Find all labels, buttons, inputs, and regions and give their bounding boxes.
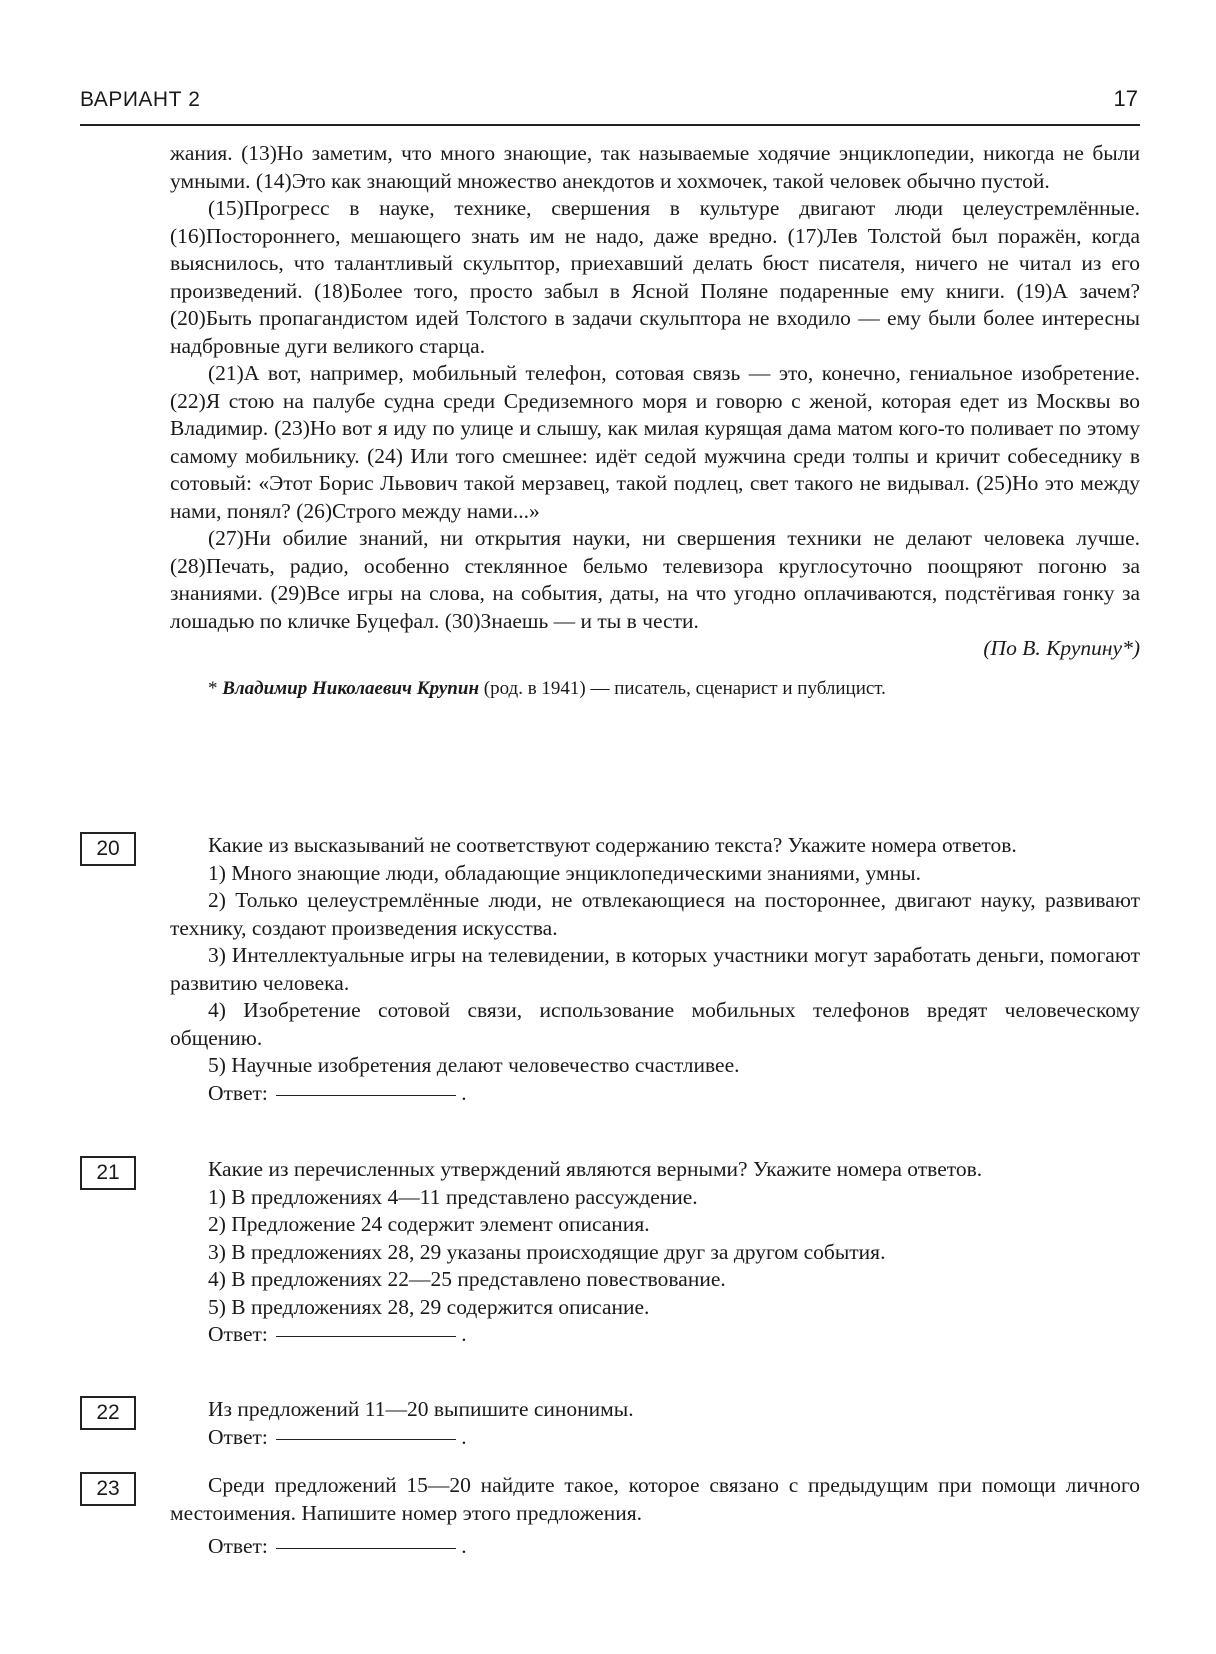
text-paragraph: (27)Ни обилие знаний, ни открытия науки, ни свершения техники не делают человека лучше. (28)Печать, радио, особенно стеклянное бельмо телевизора круглосуточно поощряют погоню за знаниями. (29)Все игры на слова, на события, даты, на что угодно оплачиваются, подстёгивая гонку за лошадью по кличке Буцефал. (30)Знаешь — и ты в чести. <box>170 526 1140 633</box>
answer-field[interactable] <box>276 1548 456 1549</box>
answer-row <box>170 1424 1140 1452</box>
text-paragraph: (21)А вот, например, мобильный телефон, сотовая связь — это, конечно, гениальное изобретение. (22)Я стою на палубе судна среди Средиземного моря и говорю с женой, которая едет из Москвы во Владимир. (23)Но вот я иду по улице и слышу, как милая курящая дама матом кого-то поливает по этому самому мобильнику. (24) Или того смешнее: идёт седой мужчина среди толпы и кричит собеседнику в сотовый: «Этот Борис Львович такой мерзавец, такой подлец, свет такого не видывал. (25)Но это между нами, понял? (26)Строго между нами...» <box>170 361 1140 523</box>
footnote <box>208 677 1140 701</box>
task-question: Какие из перечисленных утверждений являются верными? Укажите номера ответов. <box>208 1157 983 1181</box>
task-option: 2) Только целеустремлённые люди, не отвлекающиеся на постороннее, двигают науку, развивают технику, создают произведения искусства. <box>170 888 1140 940</box>
answer-end: . <box>461 1534 467 1558</box>
answer-row <box>170 1533 1140 1561</box>
answer-row <box>170 1080 1140 1108</box>
answer-label: Ответ: <box>208 1080 268 1105</box>
page-header <box>80 84 1140 126</box>
page-number: 17 <box>1113 86 1138 111</box>
footnote-author-name: Владимир Николаевич Крупин <box>222 677 479 699</box>
task-number-box: 21 <box>80 1156 136 1190</box>
answer-row <box>170 1321 1140 1349</box>
task-option: 3) В предложениях 28, 29 указаны происходящие друг за другом события. <box>208 1239 886 1264</box>
task-question: Из предложений 11—20 выпишите синонимы. <box>208 1397 634 1421</box>
answer-label: Ответ: <box>208 1424 268 1449</box>
task-body <box>170 1472 1140 1561</box>
task-number-box: 22 <box>80 1396 136 1430</box>
reading-text <box>170 140 1140 701</box>
answer-end: . <box>461 1080 467 1105</box>
task-body <box>170 832 1140 1107</box>
task-question: Какие из высказываний не соответствуют содержанию текста? Укажите номера ответов. <box>208 833 1017 857</box>
task-option: 5) В предложениях 28, 29 содержится описание. <box>208 1294 650 1319</box>
text-paragraph: (15)Прогресс в науке, технике, свершения в культуре двигают люди целеустремлённые. (16)Постороннего, мешающего знать им не надо, даже вредно. (17)Лев Толстой был поражён, когда выяснилось, что талантливый скульптор, приехавший делать бюст писателя, ничего не читал из его произведений. (18)Более того, просто забыл в Ясной Поляне подаренные ему книги. (19)А зачем? (20)Быть пропагандистом идей Толстого в задачи скульптора не входило — ему были более интересны надбровные дуги великого старца. <box>170 196 1140 358</box>
answer-end: . <box>461 1424 467 1449</box>
answer-label: Ответ: <box>208 1534 268 1558</box>
task-question: Среди предложений 15—20 найдите такое, которое связано с предыдущим при помощи личного местоимения. Напишите номер этого предложения. <box>170 1473 1140 1525</box>
answer-field[interactable] <box>276 1336 456 1337</box>
variant-title: ВАРИАНТ 2 <box>80 88 201 111</box>
task-option: 3) Интеллектуальные игры на телевидении, в которых участники могут заработать деньги, помогают развитию человека. <box>170 943 1140 995</box>
task-number-box: 23 <box>80 1472 136 1506</box>
footnote-star: * <box>208 677 223 699</box>
task-option: 1) В предложениях 4—11 представлено рассуждение. <box>208 1184 698 1209</box>
task-option: 1) Много знающие люди, обладающие энциклопедическими знаниями, умны. <box>208 860 921 885</box>
answer-field[interactable] <box>276 1439 456 1440</box>
task-option: 5) Научные изобретения делают человечество счастливее. <box>208 1053 740 1077</box>
answer-label: Ответ: <box>208 1322 268 1346</box>
task-body <box>170 1156 1140 1349</box>
answer-end: . <box>461 1322 467 1346</box>
footnote-text: (род. в 1941) — писатель, сценарист и публицист. <box>479 677 886 699</box>
task-option: 4) Изобретение сотовой связи, использование мобильных телефонов вредят человеческому общению. <box>170 998 1140 1050</box>
task-option: 4) В предложениях 22—25 представлено повествование. <box>208 1267 726 1291</box>
text-author: (По В. Крупину*) <box>983 636 1140 660</box>
answer-field[interactable] <box>276 1095 456 1096</box>
text-paragraph: жания. (13)Но заметим, что много знающие, так называемые ходячие энциклопедии, никогда не были умными. (14)Это как знающий множество анекдотов и хохмочек, такой человек обычно пустой. <box>170 141 1140 193</box>
task-number-box: 20 <box>80 832 136 866</box>
task-body <box>170 1396 1140 1451</box>
task-option: 2) Предложение 24 содержит элемент описания. <box>208 1212 650 1236</box>
